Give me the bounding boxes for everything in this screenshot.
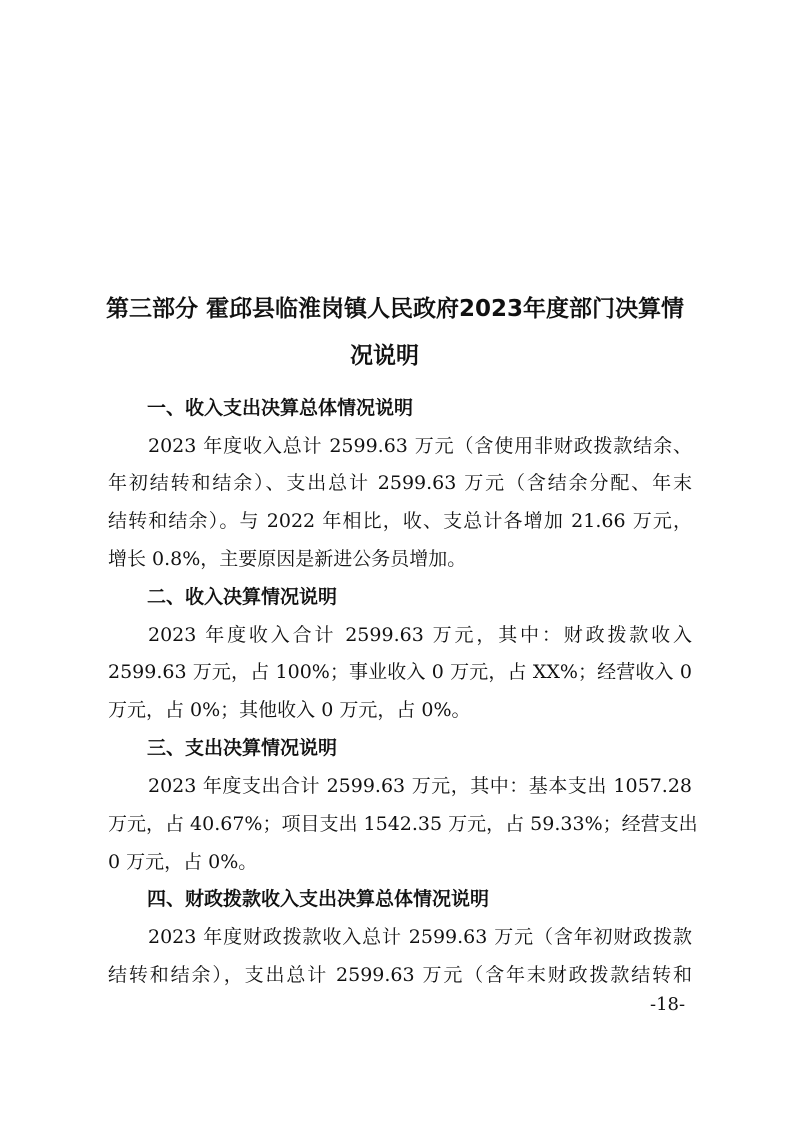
section-heading-3: 三、支出决算情况说明 <box>147 737 338 759</box>
section-heading-4: 四、财政拨款收入支出决算总体情况说明 <box>147 888 490 910</box>
section-3-line-2: 万元，占 40.67%；项目支出 1542.35 万元，占 59.33%；经营支出 <box>108 813 698 835</box>
section-4-line-1: 2023 年度财政拨款收入总计 2599.63 万元（含年初财政拨款 <box>148 926 692 948</box>
section-4-line-2: 结转和结余），支出总计 2599.63 万元（含年末财政拨款结转和 <box>108 964 692 986</box>
section-2-line-3: 万元，占 0%；其他收入 0 万元，占 0%。 <box>108 699 471 721</box>
section-3-line-3: 0 万元，占 0%。 <box>108 851 258 873</box>
document-title-line-2: 况说明 <box>350 343 419 369</box>
section-heading-2: 二、收入决算情况说明 <box>147 586 338 608</box>
section-1-line-1: 2023 年度收入总计 2599.63 万元（含使用非财政拨款结余、 <box>148 435 692 457</box>
section-1-line-2: 年初结转和结余）、支出总计 2599.63 万元（含结余分配、年末 <box>108 472 692 494</box>
section-2-line-2: 2599.63 万元，占 100%；事业收入 0 万元，占 XX%；经营收入 0 <box>108 661 692 683</box>
page-number: -18- <box>650 994 686 1015</box>
section-heading-1: 一、收入支出决算总体情况说明 <box>147 397 414 419</box>
section-1-line-4: 增长 0.8%，主要原因是新进公务员增加。 <box>108 548 467 570</box>
section-3-line-1: 2023 年度支出合计 2599.63 万元，其中：基本支出 1057.28 <box>148 775 692 797</box>
section-1-line-3: 结转和结余）。与 2022 年相比，收、支总计各增加 21.66 万元， <box>108 510 692 532</box>
section-2-line-1: 2023 年度收入合计 2599.63 万元，其中：财政拨款收入 <box>148 624 692 646</box>
document-title-line-1: 第三部分 霍邱县临淮岗镇人民政府2023年度部门决算情 <box>106 296 685 322</box>
